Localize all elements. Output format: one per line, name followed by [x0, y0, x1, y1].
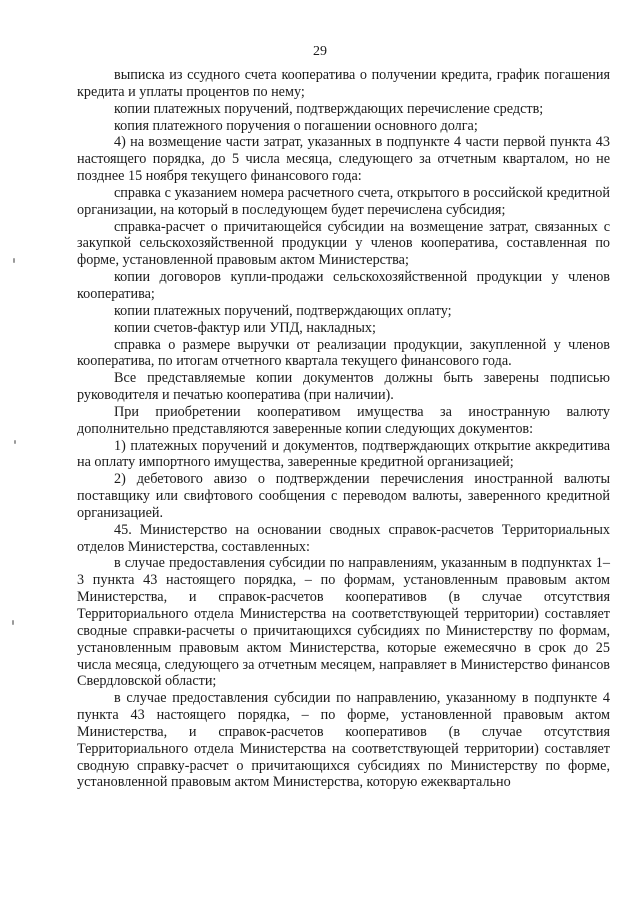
paragraph: копия платежного поручения о погашении основного долга; [114, 117, 478, 134]
scan-mark [12, 620, 14, 625]
document-body [77, 67, 610, 791]
paragraph: копии платежных поручений, подтверждающих перечисление средств; [114, 100, 544, 117]
paragraph: 2) дебетового авизо о подтверждении перечисления иностранной валюты поставщику или свифтового сообщения с переводом валюты, заверенного кредитной организацией. [77, 471, 610, 521]
scan-mark [13, 258, 15, 263]
paragraph: При приобретении кооперативом имущества за иностранную валюту дополнительно представляются заверенные копии следующих документов: [77, 403, 610, 437]
paragraph: в случае предоставления субсидии по направлению, указанному в подпункте 4 пункта 43 настоящего порядка, – по форме, установленной правовым актом Министерства, и справок-расчетов кооперативов (в случае отсутствия Территориального отдела Министерства на соответствующей территории) составляет сводную справку-расчет о причитающихся субсидиях по Министерству по форме, установленной правовым актом Министерства, которую ежеквартально [77, 690, 610, 791]
paragraph: 45. Министерство на основании сводных справок-расчетов Территориальных отделов Министерства, составленных: [77, 521, 610, 555]
paragraph: справка с указанием номера расчетного счета, открытого в российской кредитной организации, на который в последующем будет перечислена субсидия; [77, 184, 610, 218]
paragraph: Все представляемые копии документов должны быть заверены подписью руководителя и печатью кооператива (при наличии). [77, 370, 610, 404]
paragraph: копии платежных поручений, подтверждающих оплату; [114, 302, 452, 319]
paragraph: копии договоров купли-продажи сельскохозяйственной продукции у членов кооператива; [77, 269, 610, 302]
paragraph: 1) платежных поручений и документов, подтверждающих открытие аккредитива на оплату импортного имущества, заверенные кредитной организацией; [77, 437, 610, 471]
paragraph: справка-расчет о причитающейся субсидии на возмещение затрат, связанных с закупкой сельскохозяйственной продукции у членов кооператива, составленная по форме, установленной правовым актом Министерства; [77, 218, 610, 269]
paragraph: 4) на возмещение части затрат, указанных в подпункте 4 части первой пункта 43 настоящего порядка, до 5 числа месяца, следующего за отчетным кварталом, но не позднее 15 ноября текущего финансового года: [77, 134, 610, 185]
paragraph: в случае предоставления субсидии по направлениям, указанным в подпунктах 1–3 пункта 43 настоящего порядка, – по формам, установленным правовым актом Министерства, и справок-расчетов кооперативов (в случае отсутствия Территориального отдела Министерства на соответствующей территории) составляет сводные справки-расчеты о причитающихся субсидиях по Министерству по формам, установленным правовым актом Министерства, которые ежемесячно в срок до 25 числа месяца, следующего за отчетным месяцем, направляет в Министерство финансов Свердловской области; [77, 555, 610, 690]
paragraph: копии счетов-фактур или УПД, накладных; [114, 319, 376, 336]
paragraph: справка о размере выручки от реализации продукции, закупленной у членов кооператива, по итогам отчетного квартала текущего финансового года. [77, 336, 610, 370]
paragraph: выписка из ссудного счета кооператива о получении кредита, график погашения кредита и уплаты процентов по нему; [77, 67, 610, 100]
page-number: 29 [313, 44, 327, 59]
scan-mark [14, 440, 16, 444]
